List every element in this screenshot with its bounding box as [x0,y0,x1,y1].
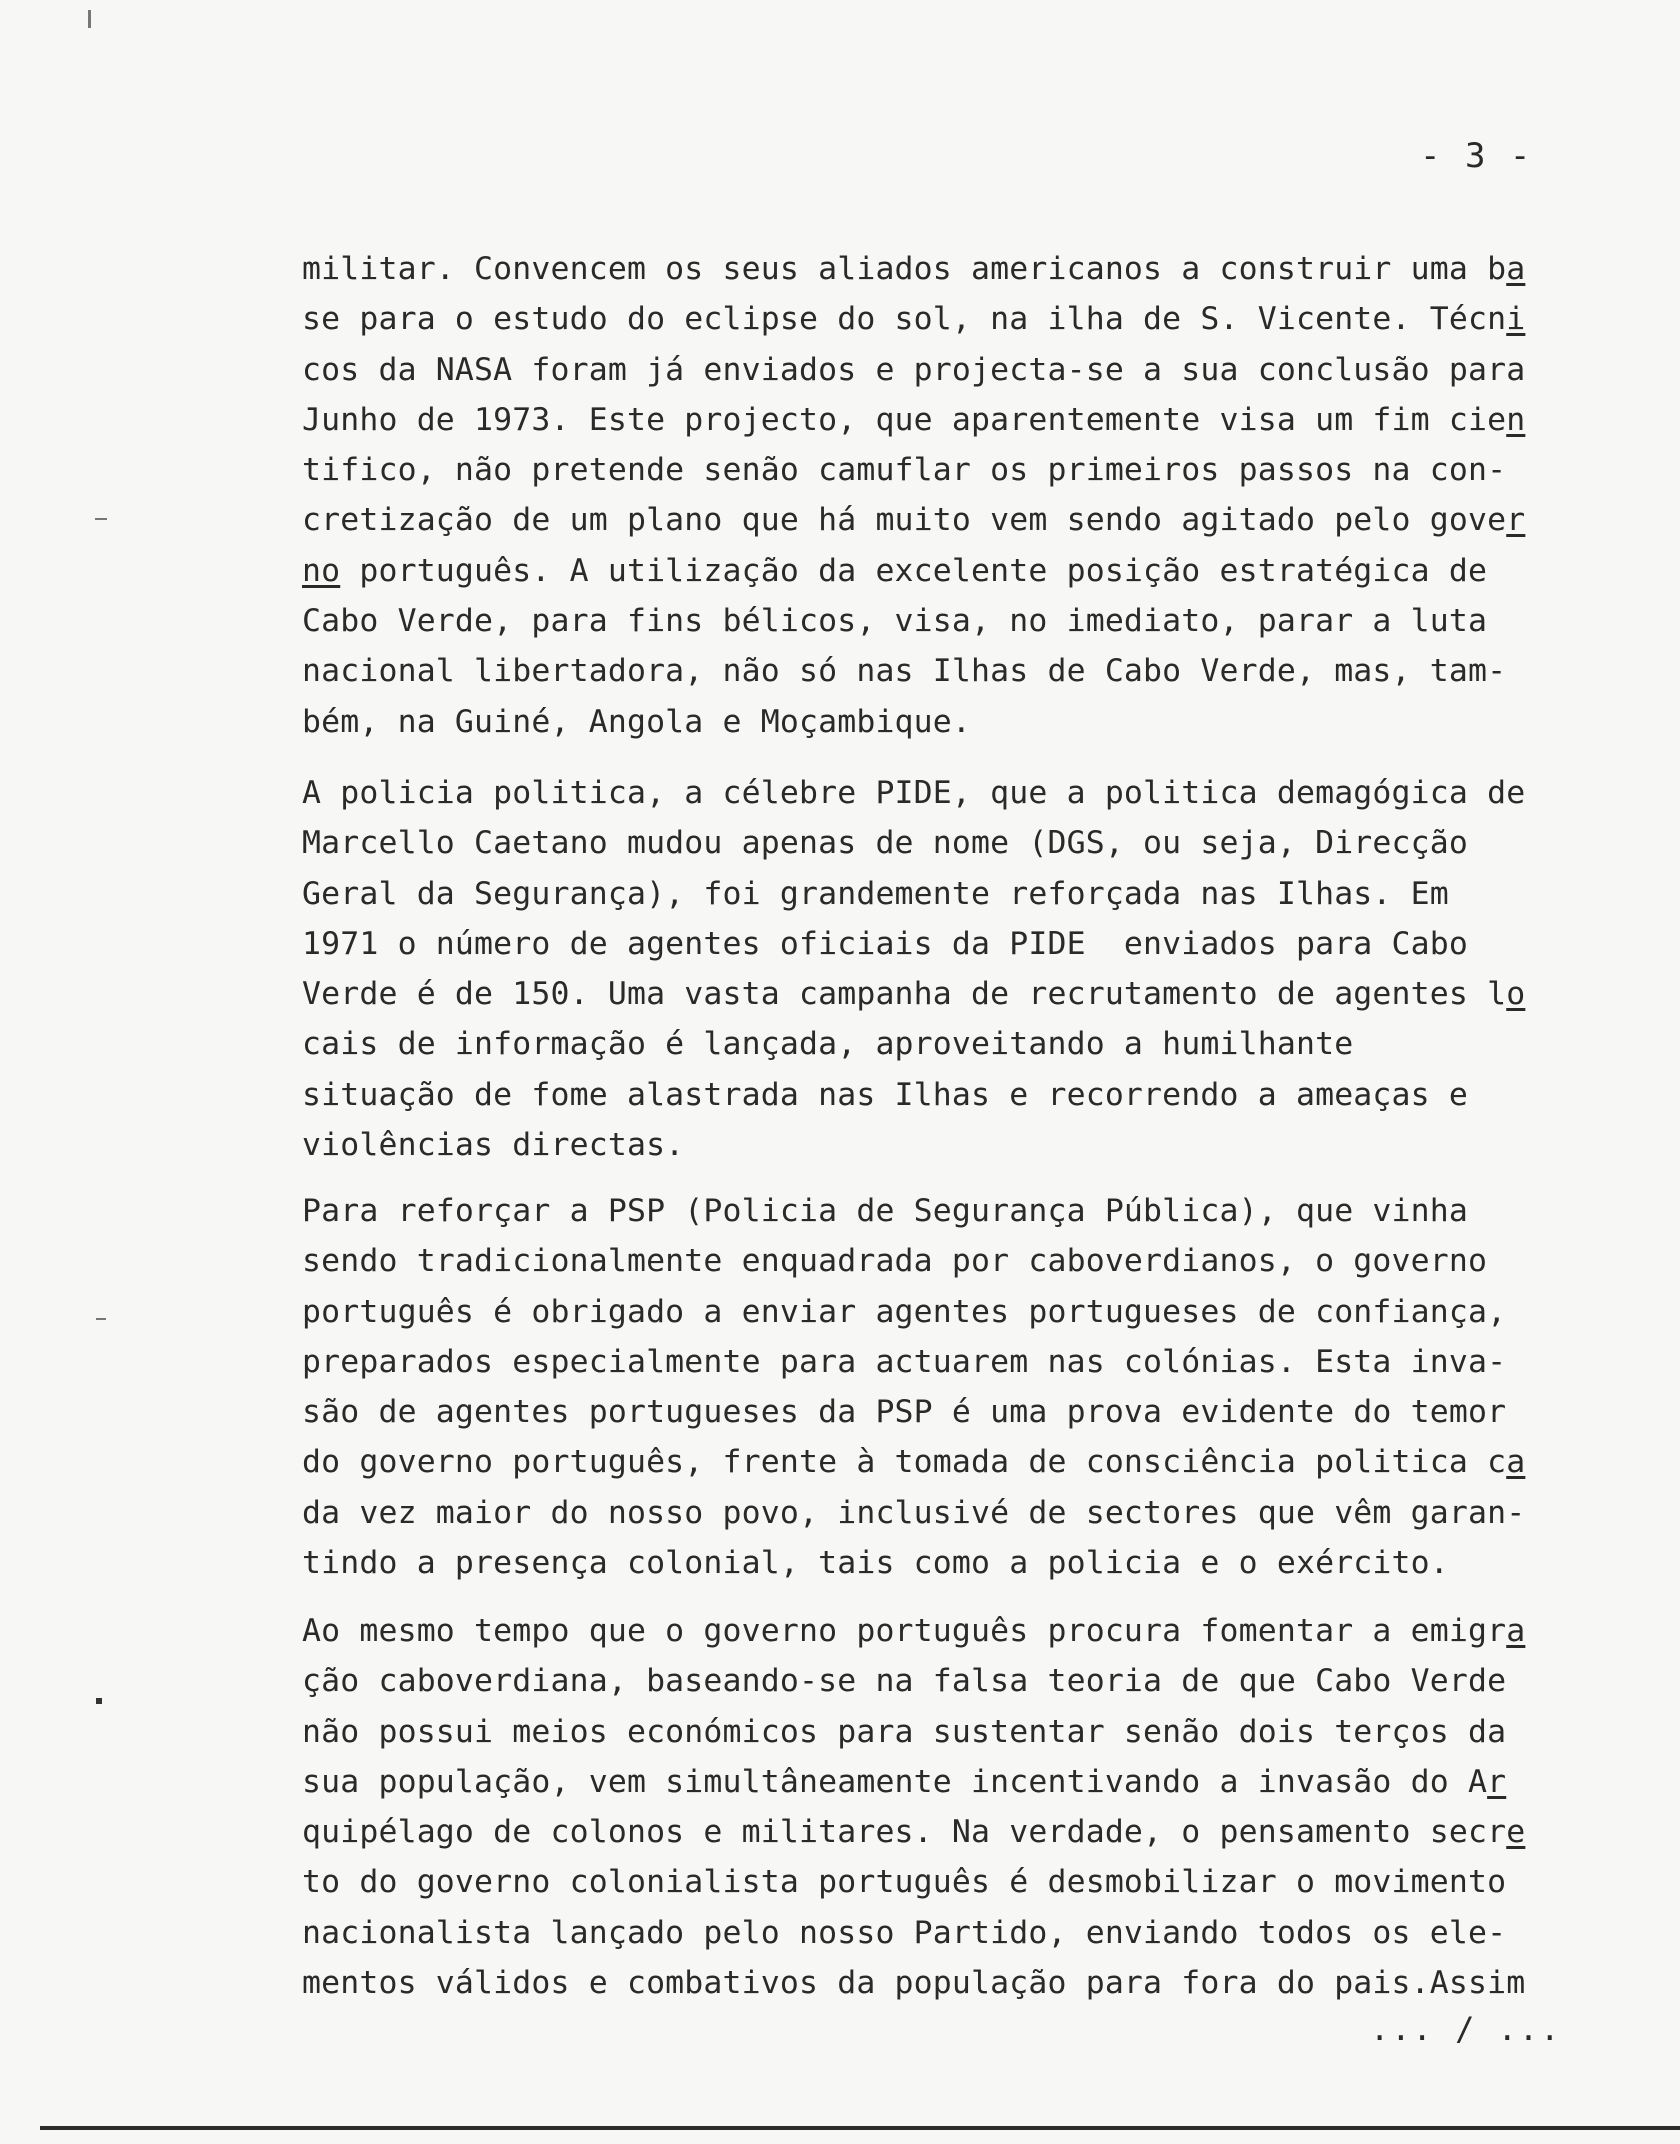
text-line [302,1958,1642,2008]
line-fragment: tindo a presença colonial, tais como a policia e o exército. [302,1545,1449,1582]
line-fragment: Ao mesmo tempo que o governo português procura fomentar a emigr [302,1613,1507,1649]
line-fragment: violências directas. [302,1127,685,1164]
text-line [302,1186,1642,1236]
paragraph-3 [302,1186,1642,1588]
text-line [302,596,1642,646]
text-line [302,294,1642,344]
margin-speck [95,518,107,520]
text-line [302,1236,1642,1286]
text-line [302,1807,1642,1857]
line-fragment: do governo português, frente à tomada de consciência politica c [302,1444,1507,1481]
text-line [302,969,1642,1019]
text-line [302,445,1642,495]
text-line [302,546,1642,596]
underlined-fragment: a [1506,251,1526,287]
line-fragment: Junho de 1973. Este projecto, que aparentemente visa um fim cie [302,401,1507,438]
underlined-fragment: a [1506,1613,1526,1649]
line-fragment: são de agentes portugueses da PSP é uma prova evidente do temor [302,1394,1507,1431]
underlined-fragment: e [1506,1814,1526,1851]
page-number: - 3 - [1420,136,1533,176]
text-line [302,1857,1642,1907]
line-fragment: situação de fome alastrada nas Ilhas e recorrendo a ameaças e [302,1076,1468,1113]
line-fragment: sendo tradicionalmente enquadrada por caboverdianos, o governo [302,1243,1488,1280]
underlined-fragment: no [302,552,341,589]
line-fragment: bém, na Guiné, Angola e Moçambique. [302,703,972,740]
line-fragment: cos da NASA foram já enviados e projecta-se a sua conclusão para [302,351,1526,388]
text-line [302,1538,1642,1588]
margin-speck [88,10,91,28]
line-fragment: cais de informação é lançada, aproveitando a humilhante [302,1026,1354,1063]
text-line [302,919,1642,969]
line-fragment: cretização de um plano que há muito vem sendo agitado pelo gove [302,502,1507,539]
text-line [302,818,1642,868]
paragraph-1 [302,244,1642,747]
line-fragment: 1971 o número de agentes oficiais da PIDE enviados para Cabo [302,925,1468,962]
text-line [302,1070,1642,1120]
text-line [302,1908,1642,1958]
line-fragment: A policia politica, a célebre PIDE, que a politica demagógica de [302,775,1526,811]
underlined-fragment: r [1487,1763,1507,1800]
line-fragment: da vez maior do nosso povo, inclusivé de sectores que vêm garan- [302,1494,1526,1531]
text-line [302,768,1642,818]
underlined-fragment: i [1506,301,1526,338]
text-line [302,646,1642,696]
text-line [302,1387,1642,1437]
text-line [302,869,1642,919]
margin-speck [96,1318,106,1320]
line-fragment: tifico, não pretende senão camuflar os primeiros passos na con- [302,452,1507,489]
text-line [302,1120,1642,1170]
line-fragment: nacionalista lançado pelo nosso Partido, enviando todos os ele- [302,1914,1507,1951]
line-fragment: não possui meios económicos para sustentar senão dois terços da [302,1713,1507,1750]
line-fragment: preparados especialmente para actuarem nas colónias. Esta inva- [302,1343,1507,1380]
text-line [302,1656,1642,1706]
line-fragment: quipélago de colonos e militares. Na verdade, o pensamento secr [302,1814,1507,1851]
line-fragment: Para reforçar a PSP (Policia de Segurança Pública), que vinha [302,1193,1468,1229]
underlined-fragment: n [1506,401,1526,438]
text-line [302,1437,1642,1487]
margin-speck [96,1698,102,1704]
text-line [302,697,1642,747]
continuation-mark: ... / ... [1370,2010,1562,2048]
line-fragment: militar. Convencem os seus aliados americanos a construir uma b [302,251,1507,287]
paragraph-2 [302,768,1642,1170]
line-fragment: Verde é de 150. Uma vasta campanha de recrutamento de agentes l [302,976,1507,1013]
underlined-fragment: o [1506,976,1526,1013]
bottom-rule [40,2126,1680,2130]
text-line [302,1019,1642,1069]
text-line [302,1757,1642,1807]
paragraph-4 [302,1606,1642,2008]
line-fragment: Cabo Verde, para fins bélicos, visa, no imediato, parar a luta [302,603,1488,640]
text-line [302,395,1642,445]
text-line [302,1488,1642,1538]
text-line [302,244,1642,294]
line-fragment: to do governo colonialista português é desmobilizar o movimento [302,1864,1507,1901]
underlined-fragment: a [1506,1444,1526,1481]
text-line [302,1707,1642,1757]
line-fragment: português. A utilização da excelente posição estratégica de [340,552,1488,589]
text-line [302,1337,1642,1387]
underlined-fragment: r [1506,502,1526,539]
line-fragment: Geral da Segurança), foi grandemente reforçada nas Ilhas. Em [302,875,1449,912]
line-fragment: português é obrigado a enviar agentes portugueses de confiança, [302,1293,1507,1330]
line-fragment: mentos válidos e combativos da população para fora do pais.Assim [302,1965,1526,2002]
text-line [302,1606,1642,1656]
text-line [302,345,1642,395]
line-fragment: ção caboverdiana, baseando-se na falsa teoria de que Cabo Verde [302,1663,1507,1700]
text-line [302,1287,1642,1337]
line-fragment: Marcello Caetano mudou apenas de nome (DGS, ou seja, Direcção [302,825,1468,862]
line-fragment: sua população, vem simultâneamente incentivando a invasão do A [302,1763,1488,1800]
line-fragment: se para o estudo do eclipse do sol, na ilha de S. Vicente. Técn [302,301,1507,338]
text-line [302,495,1642,545]
line-fragment: nacional libertadora, não só nas Ilhas de Cabo Verde, mas, tam- [302,653,1507,690]
